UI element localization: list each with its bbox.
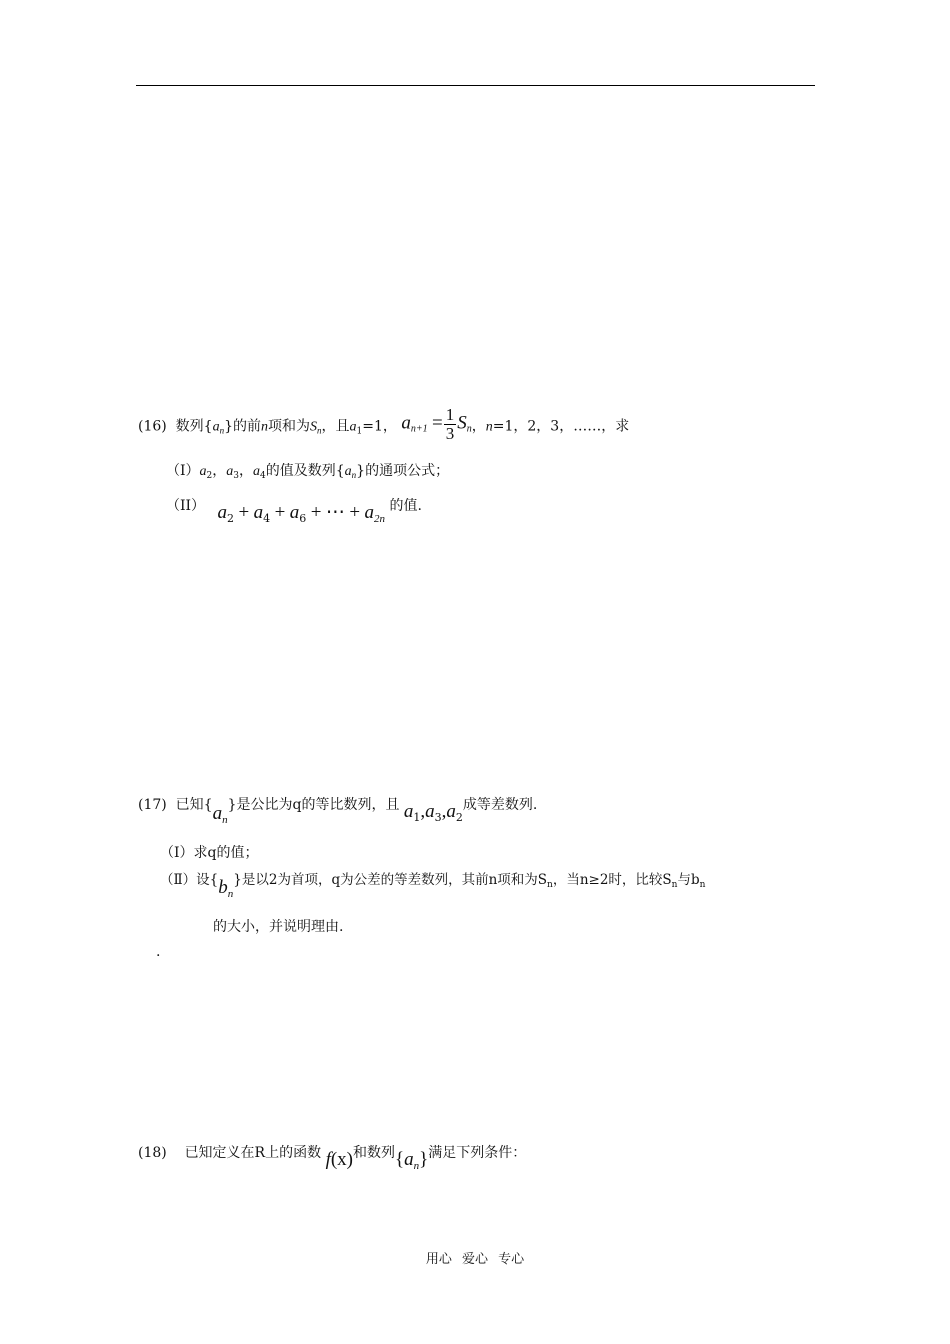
q16-recurrence-formula: $a_{n+1}$ = $\frac{1}{3}$ $S_n$ [401,405,472,443]
header-rule [136,85,815,86]
q18-stem: (18) 已知定义在R上的函数 f(x)和数列$\{a_n\}$满足下列条件： [138,1143,526,1176]
function-fx: f(x) [325,1149,353,1170]
sequence-an: $\{a_n\}$ [395,1149,429,1172]
q17-part1: （Ⅰ）求q的值； [160,845,259,861]
q16-part2: （II） $a_2 + a_4 + a_6$ + ⋯ + $a_{2n}$ 的值. [166,496,422,529]
q16-part1: $(I)a_2$，$a_3$，$a_4$的值及数列$\{a_n\}$的通项公式； [166,463,450,481]
q18-number: (18) [138,1145,167,1161]
one-third-fraction: $\frac{1}{3}$ [445,405,455,443]
page-footer: 用心 爱心 专心 [425,1252,525,1267]
stray-dot: . [156,944,161,960]
q17-number: (17) [138,797,167,813]
q16-stem: (16) 数列$\{a_n\}$的前n项和为$S_n$，且$a_1=1$， $a_{n+1}$ = $\frac{1}{3}$ $S_n$，n=1，2，3，……，求 [138,405,630,443]
even-terms-sum-formula: $a_2 + a_4 + a_6$ + ⋯ + $a_{2n}$ [217,502,386,525]
q17-part2-continued: 的大小，并说明理由. [213,919,344,935]
q17-stem: (17) 已知$\{a_n\}$是公比为q的等比数列，且 $a_1,a_3,a_2$成等差数列. [138,797,538,826]
q17-sequence-terms: $a_1,a_3,a_2$ [403,801,463,824]
q16-number: (16) [138,418,167,435]
q17-part2: （Ⅱ）设$\{b_n\}$是以2为首项，q为公差的等差数列，其前n项和为$S_n$，当n≥2时，比较$S_n$与$b_n$ [160,872,706,900]
